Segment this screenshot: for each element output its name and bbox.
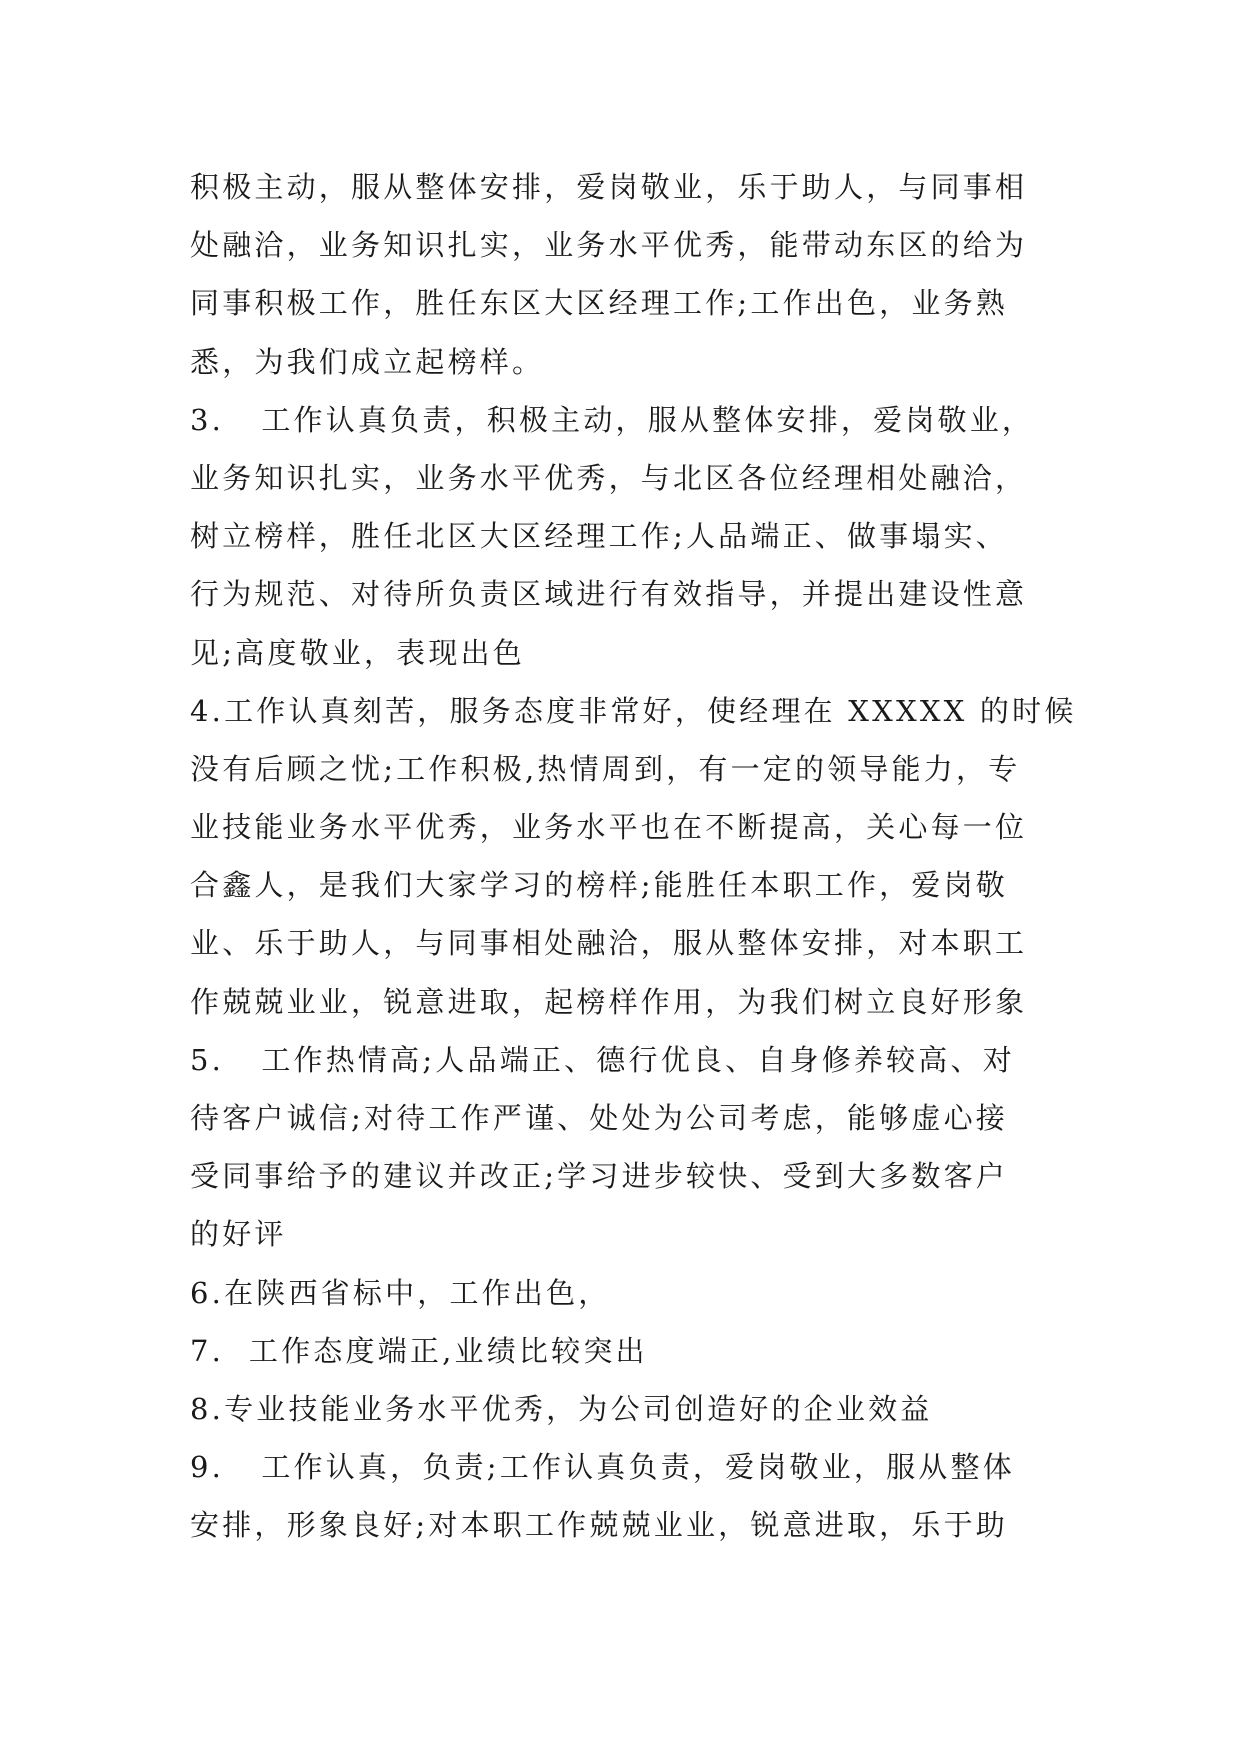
text-line: 同事积极工作，胜任东区大区经理工作;工作出色，业务熟 xyxy=(190,286,1008,321)
text-line: 业务知识扎实，业务水平优秀，与北区各位经理相处融洽， xyxy=(190,460,1028,495)
text-line: 积极主动，服从整体安排，爱岗敬业，乐于助人，与同事相 xyxy=(190,170,1028,204)
text-line: 7. 工作态度端正,业绩比较突出 xyxy=(190,1333,648,1368)
text-line: 业、乐于助人，与同事相处融洽，服从整体安排，对本职工 xyxy=(190,926,1028,961)
text-line: 处融洽，业务知识扎实，业务水平优秀，能带动东区的给为 xyxy=(190,228,1028,263)
text-line: 4.工作认真刻苦，服务态度非常好，使经理在 XXXXX 的时候 xyxy=(190,693,1077,728)
text-line: 受同事给予的建议并改正;学习进步较快、受到大多数客户 xyxy=(190,1159,1008,1194)
text-line: 9. 工作认真，负责;工作认真负责，爱岗敬业，服从整体 xyxy=(190,1450,1015,1485)
text-line: 的好评 xyxy=(190,1217,287,1252)
text-line: 待客户诚信;对待工作严谨、处处为公司考虑，能够虚心接 xyxy=(190,1101,1008,1135)
text-line: 8.专业技能业务水平优秀，为公司创造好的企业效益 xyxy=(190,1391,933,1426)
text-line: 见;高度敬业，表现出色 xyxy=(190,635,525,670)
text-line: 合鑫人，是我们大家学习的榜样;能胜任本职工作，爱岗敬 xyxy=(190,868,1008,903)
text-line: 没有后顾之忧;工作积极,热情周到，有一定的领导能力，专 xyxy=(190,751,1021,786)
text-line: 悉，为我们成立起榜样。 xyxy=(190,344,545,379)
text-line: 树立榜样，胜任北区大区经理工作;人品端正、做事塌实、 xyxy=(190,519,1008,554)
text-line: 6.在陕西省标中，工作出色， xyxy=(190,1275,611,1310)
text-line: 3. 工作认真负责，积极主动，服从整体安排，爱岗敬业， xyxy=(190,402,1035,437)
text-line: 行为规范、对待所负责区域进行有效指导，并提出建设性意 xyxy=(190,577,1028,612)
text-line: 安排，形象良好;对本职工作兢兢业业，锐意进取，乐于助 xyxy=(190,1508,1008,1543)
text-line: 5. 工作热情高;人品端正、德行优良、自身修养较高、对 xyxy=(190,1042,1015,1077)
text-line: 作兢兢业业，锐意进取，起榜样作用，为我们树立良好形象 xyxy=(190,984,1028,1019)
document-body xyxy=(190,158,1077,1555)
text-line: 业技能业务水平优秀，业务水平也在不断提高，关心每一位 xyxy=(190,810,1028,845)
